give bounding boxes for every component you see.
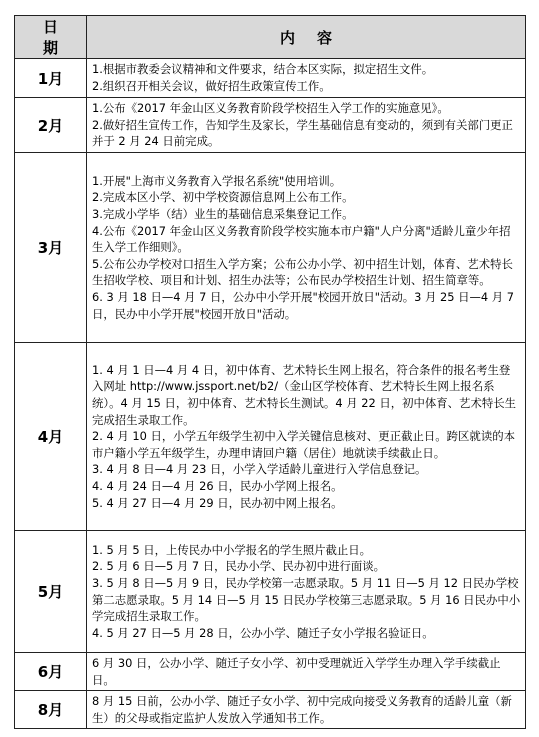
content-line: 2. 4 月 10 日，小学五年级学生初中入学关键信息核对、更正截止日。跨区就读的本市户籍小学五年级学生，办理申请回户籍（居住）地就读手续截止日。: [92, 429, 515, 460]
month-cell: 2月: [15, 98, 87, 153]
content-line: 2.做好招生宣传工作，告知学生及家长，学生基础信息有变动的，须到有关部门更正并于 2 月 24 日前完成。: [92, 117, 513, 149]
content-line: 4. 5 月 27 日—5 月 28 日，公办小学、随迁子女小学报名验证日。: [92, 625, 434, 640]
content-cell: [87, 691, 526, 729]
schedule-table-wrapper: [14, 15, 525, 729]
content-line: 3. 4 月 8 日—4 月 23 日，小学入学适龄儿童进行入学信息登记。: [92, 462, 427, 477]
month-cell: 6月: [15, 653, 87, 691]
month-cell: 5月: [15, 531, 87, 653]
content-line: 1.根据市教委会议精神和文件要求，结合本区实际，拟定招生文件。: [92, 62, 434, 77]
content-line: 1.公布《2017 年金山区义务教育阶段学校招生入学工作的实施意见》。: [92, 101, 449, 116]
enrollment-schedule-table: [14, 15, 526, 729]
month-cell: 4月: [15, 343, 87, 531]
month-cell: 1月: [15, 59, 87, 98]
header-date: 日期: [15, 16, 87, 59]
table-header-row: [15, 16, 526, 59]
content-cell: [87, 153, 526, 343]
table-row: [15, 691, 526, 729]
content-line: 8 月 15 日前，公办小学、随迁子女小学、初中完成向接受义务教育的适龄儿童（新生）的父母或指定监护人发放入学通知书工作。: [92, 693, 512, 725]
table-row: [15, 98, 526, 153]
content-line: 2.组织召开相关会议，做好招生政策宣传工作。: [92, 79, 331, 93]
content-line: 2. 5 月 6 日—5 月 7 日，民办小学、民办初中进行面谈。: [92, 559, 386, 574]
month-cell: 8月: [15, 691, 87, 729]
month-cell: 3月: [15, 153, 87, 343]
table-row: [15, 59, 526, 98]
content-line: 1. 5 月 5 日，上传民办中小学报名的学生照片截止日。: [92, 542, 372, 557]
content-line: 4.公布《2017 年金山区义务教育阶段学校实施本市户籍"人户分离"适龄儿童少年招生入学工作细则》。: [92, 223, 511, 255]
content-line: 2.完成本区小学、初中学校资源信息网上公布工作。: [92, 190, 354, 205]
content-line: 5. 4 月 27 日—4 月 29 日，民办初中网上报名。: [92, 495, 343, 510]
table-row: [15, 153, 526, 343]
content-cell: [87, 653, 526, 691]
content-cell: [87, 59, 526, 98]
table-row: [15, 531, 526, 653]
header-content: 内容: [87, 16, 526, 59]
content-line: 3. 5 月 8 日—5 月 9 日，民办学校第一志愿录取。5 月 11 日—5 月 12 日民办学校第二志愿录取。5 月 14 日—5 月 15 日民办学校第三志愿录取。5 月 16 日民办中小学完成招生录取工作。: [92, 575, 521, 624]
content-cell: [87, 343, 526, 531]
content-cell: [87, 531, 526, 653]
content-line: 3.完成小学毕（结）业生的基础信息采集登记工作。: [92, 207, 354, 222]
content-line: 6 月 30 日，公办小学、随迁子女小学、初中受理就近入学学生办理入学手续截止日。: [92, 655, 501, 687]
content-line: 6. 3 月 18 日—4 月 7 日，公办中小学开展"校园开放日"活动。3 月 25 日—4 月 7 日，民办中小学开展"校园开放日"活动。: [92, 289, 515, 321]
content-line: 5.公布公办学校对口招生入学方案；公布公办小学、初中招生计划，体育、艺术特长生招收学校、项目和计划、招生办法等；公布民办学校招生计划、招生简章等。: [92, 256, 513, 288]
content-cell: [87, 98, 526, 153]
content-line: 1.开展"上海市义务教育入学报名系统"使用培训。: [92, 173, 342, 188]
table-row: [15, 653, 526, 691]
content-line: 4. 4 月 24 日—4 月 26 日，民办小学网上报名。: [92, 478, 343, 493]
table-row: [15, 343, 526, 531]
content-line: 1. 4 月 1 日—4 月 4 日，初中体育、艺术特长生网上报名，符合条件的报名考生登入网址 http://www.jssport.net/b2/（金山区学校体育、艺术特长生网上报名系统）。4 月 15 日，初中体育、艺术特长生测试。4 月 22 日，初中体育、艺术特长生完成招生录取工作。: [92, 362, 517, 427]
